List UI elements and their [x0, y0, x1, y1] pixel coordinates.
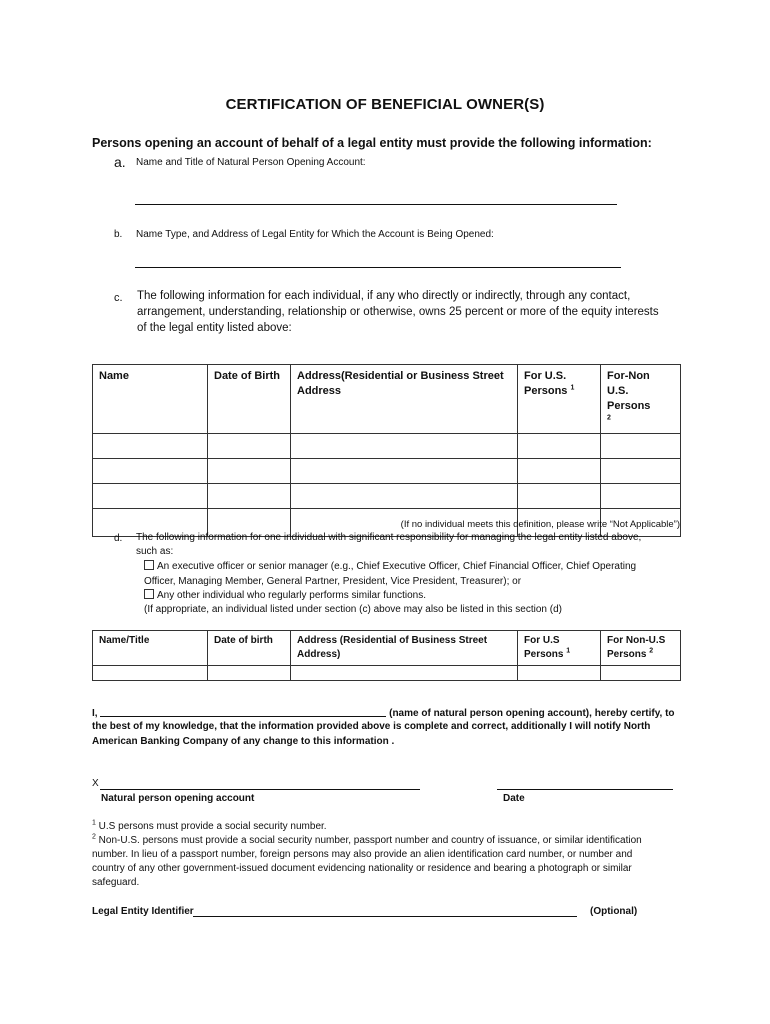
footnote-2-line-2: number. In lieu of a passport number, foreign persons may also provide an alien identification card number, or number and: [92, 849, 633, 860]
table2-header-non-us-persons: For Non-U.S Persons $^2$: [601, 631, 681, 666]
item-b-label: Name Type, and Address of Legal Entity for Which the Account is Being Opened:: [136, 229, 494, 240]
item-d-line-1: The following information for one individual with significant responsibility for managing the legal entity listed above,: [136, 532, 642, 543]
item-b-input-line[interactable]: [135, 267, 621, 268]
table1-cell[interactable]: [93, 459, 208, 484]
table2-header-dob: Date of birth: [208, 631, 291, 666]
item-c-text: [137, 288, 697, 336]
executive-officer-checkbox[interactable]: [144, 560, 154, 570]
table2-cell[interactable]: [208, 666, 291, 681]
lei-input-line[interactable]: [193, 916, 577, 917]
item-c-line-1: The following information for each individual, if any who directly or indirectly, through any contact,: [137, 290, 631, 302]
item-d-option-1-cont: Officer, Managing Member, General Partner, President, Vice President, Treasurer); or: [144, 576, 522, 587]
certification-line-3: American Banking Company of any change to this information .: [92, 736, 395, 747]
table2-header-address: Address (Residential of Business Street Address): [291, 631, 518, 666]
item-d-marker: d.: [114, 533, 123, 544]
table1-cell[interactable]: [208, 484, 291, 509]
footnote-1: $^1$ U.S persons must provide a social security number.: [92, 819, 327, 832]
table1-header-address: Address(Residential or Business Street Address: [291, 365, 518, 434]
certification-line-2: the best of my knowledge, that the information provided above is complete and correct, additionally I will notify North: [92, 721, 651, 732]
table1-header-us-persons: For U.S. Persons $^1$: [518, 365, 601, 434]
table1-cell[interactable]: [291, 459, 518, 484]
table-row: [93, 434, 681, 459]
table1-cell[interactable]: [601, 459, 681, 484]
item-b-marker: b.: [114, 229, 123, 240]
item-d-option-1: An executive officer or senior manager (e.g., Chief Executive Officer, Chief Financial Officer, Chief Operating: [144, 560, 636, 574]
footnote-2-line-4: safeguard.: [92, 877, 140, 888]
table1-cell[interactable]: [93, 434, 208, 459]
item-c-line-2: arrangement, understanding, relationship or otherwise, owns 25 percent or more of the equity interests: [137, 306, 659, 318]
responsible-individual-table: [92, 630, 681, 681]
table1-cell[interactable]: [518, 459, 601, 484]
table2-header-name-title: Name/Title: [93, 631, 208, 666]
table1-cell[interactable]: [518, 484, 601, 509]
item-a-input-line[interactable]: [135, 204, 617, 205]
lei-optional: (Optional): [590, 906, 638, 917]
date-line[interactable]: [497, 789, 673, 790]
certification-name-input[interactable]: [100, 706, 386, 717]
table1-cell[interactable]: [93, 484, 208, 509]
table2-header-us-persons: For U.S Persons $^1$: [518, 631, 601, 666]
table-row: [93, 459, 681, 484]
item-a-marker: a.: [114, 154, 126, 170]
signature-line[interactable]: [100, 789, 420, 790]
item-c-marker: c.: [114, 292, 123, 304]
signature-label: Natural person opening account: [101, 793, 255, 804]
other-individual-checkbox[interactable]: [144, 589, 154, 599]
item-d-line-2: such as:: [136, 546, 174, 557]
table2-cell[interactable]: [518, 666, 601, 681]
lei-label: Legal Entity Identifier: [92, 906, 194, 917]
signature-x-mark: X: [92, 778, 99, 789]
table2-cell[interactable]: [93, 666, 208, 681]
item-c-line-3: of the legal entity listed above:: [137, 322, 292, 334]
beneficial-owners-table: [92, 364, 681, 537]
table1-header-name: Name: [93, 365, 208, 434]
table2-header-row: [93, 631, 681, 666]
table2-cell[interactable]: [601, 666, 681, 681]
date-label: Date: [503, 793, 525, 804]
table1-cell[interactable]: [518, 434, 601, 459]
table-row: [93, 484, 681, 509]
table1-cell[interactable]: [208, 459, 291, 484]
table1-cell[interactable]: [208, 434, 291, 459]
table-row: [93, 666, 681, 681]
table1-cell[interactable]: [601, 434, 681, 459]
item-a-label: Name and Title of Natural Person Opening Account:: [136, 157, 366, 168]
item-d-note: (If appropriate, an individual listed under section (c) above may also be listed in this section (d): [144, 604, 562, 615]
table1-header-row: [93, 365, 681, 434]
intro-instruction: Persons opening an account of behalf of a legal entity must provide the following information:: [92, 136, 652, 150]
table1-header-dob: Date of Birth: [208, 365, 291, 434]
certification-line-1: I, (name of natural person opening account), hereby certify, to: [92, 708, 675, 719]
table1-cell[interactable]: [291, 434, 518, 459]
table1-header-non-us-persons: For-Non U.S. Persons $^2$: [601, 365, 681, 434]
table1-note: (If no individual meets this definition, please write “Not Applicable”): [400, 519, 680, 530]
table1-cell[interactable]: [601, 484, 681, 509]
form-title: CERTIFICATION OF BENEFICIAL OWNER(S): [225, 96, 545, 113]
item-d-option-2: Any other individual who regularly performs similar functions.: [144, 589, 426, 603]
footnote-2-line-1: $^2$ Non-U.S. persons must provide a social security number, passport number and country of issuance, or similar identification: [92, 833, 642, 846]
footnote-2-line-3: country of any other government-issued document evidencing nationality or residence and bearing a photograph or similar: [92, 863, 632, 874]
table2-cell[interactable]: [291, 666, 518, 681]
table1-cell[interactable]: [291, 484, 518, 509]
